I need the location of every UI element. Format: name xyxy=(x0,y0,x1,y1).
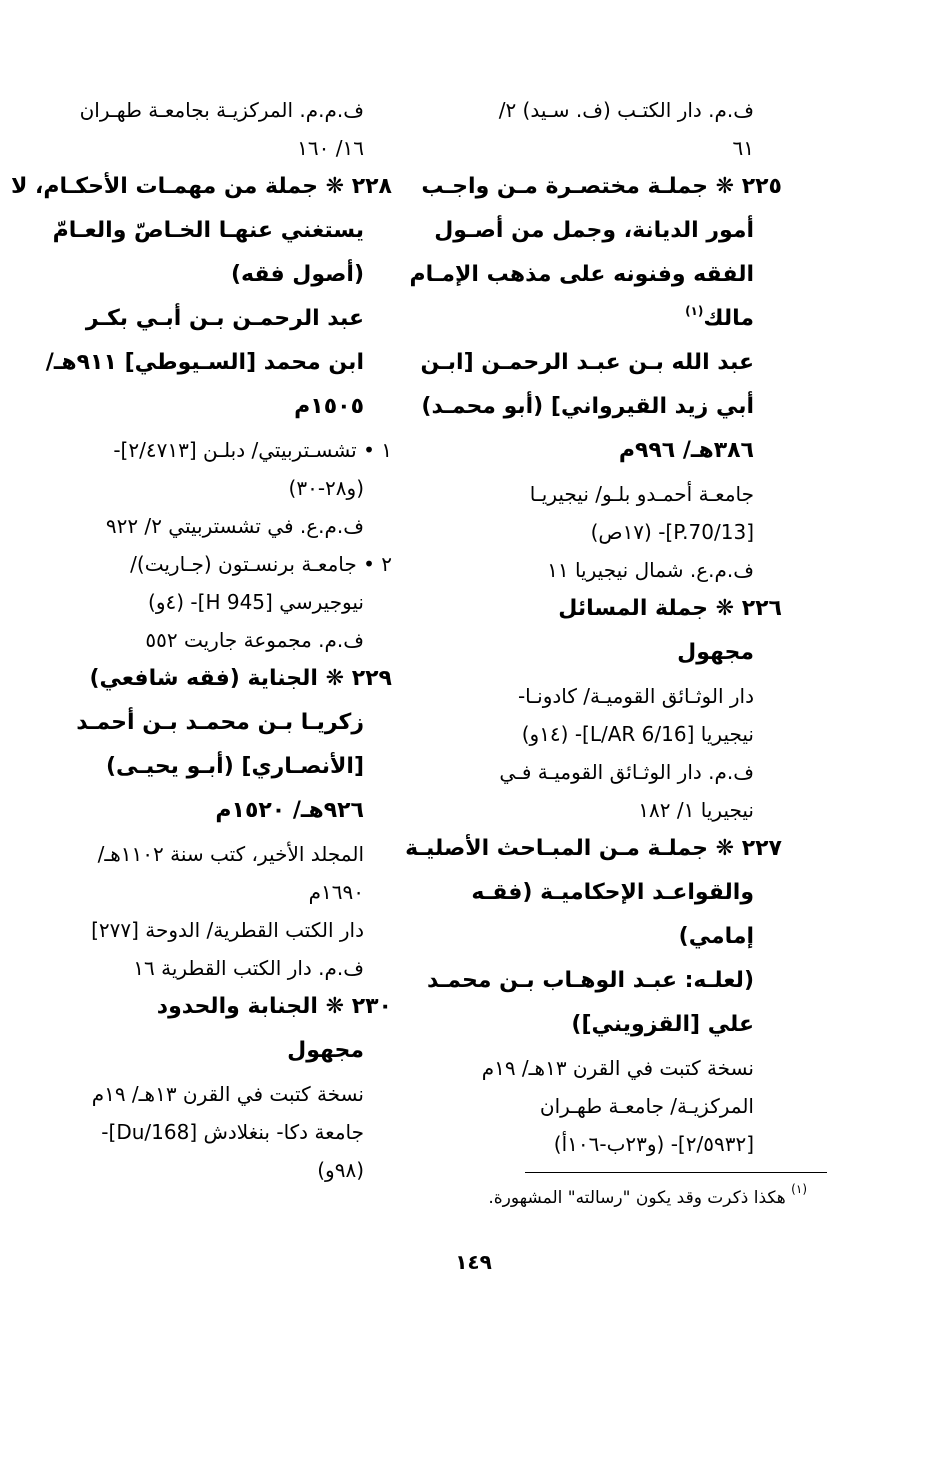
text-line xyxy=(447,882,782,926)
text-line xyxy=(405,836,782,882)
line-text: ٢٣٠ ❋ الجنابة والحدود xyxy=(156,994,392,1019)
line-text: مجهول xyxy=(287,1038,364,1063)
text-line xyxy=(57,756,392,800)
text-line xyxy=(447,560,782,598)
text-line xyxy=(447,304,782,352)
text-line xyxy=(447,686,782,724)
line-text: يستغني عنهـا الخـاصّ والعـامّ xyxy=(52,218,364,243)
line-text: ٢٢٧ ❋ جملـة مـن المبـاحث الأصليـة xyxy=(405,836,782,861)
text-line xyxy=(447,138,782,176)
line-text: ف.م.ع. شمال نيجيريا ١١ xyxy=(547,558,754,582)
line-text: ف.م. مجموعة جاريت ٥٥٢ xyxy=(145,628,364,652)
text-line xyxy=(421,394,782,440)
text-line xyxy=(57,1122,392,1160)
line-text: مالك xyxy=(703,306,754,331)
line-text: ابن محمد [السـيوطي] ٩١١هـ/ xyxy=(45,350,364,375)
text-line xyxy=(57,138,392,176)
text-line xyxy=(409,262,782,308)
footnote xyxy=(488,1182,807,1208)
line-text: والقواعـد الإحكاميـة (فقـه xyxy=(471,880,754,905)
line-text: عبد الله بـن عبـد الرحمـن [ابـن xyxy=(420,350,754,375)
text-line xyxy=(45,350,392,396)
line-text: زكريـا بـن محمـد بـن أحمـد xyxy=(76,710,364,735)
text-line xyxy=(57,100,392,138)
line-text: [الأنصـاري] (أبـو يحيـى) xyxy=(106,754,364,779)
line-text: ٢ • جامعـة برنسـتون (جـاريت)/ xyxy=(130,552,392,576)
text-line xyxy=(421,174,782,220)
text-line xyxy=(57,844,392,882)
line-text: نسخة كتبت في القرن ١٣هـ/ ١٩م xyxy=(481,1056,754,1080)
line-text: الفقه وفنونه على مذهب الإمـام xyxy=(409,262,754,287)
text-line xyxy=(447,484,782,522)
text-line xyxy=(447,522,782,560)
text-line xyxy=(447,1058,782,1096)
line-text: ف.م. دار الكتب القطرية ١٦ xyxy=(133,956,364,980)
line-text: أبي زيد القيرواني] (أبو محمـد) xyxy=(421,394,754,419)
line-text: أمور الديانة، وجمل من أصـول xyxy=(434,218,754,243)
line-text: ١٦٩٠م xyxy=(308,880,364,904)
line-text: ٩٢٦هـ/ ١٥٢٠م xyxy=(215,798,364,823)
text-line xyxy=(57,630,392,668)
text-line xyxy=(57,440,392,478)
line-text: ٣٨٦هـ/ ٩٩٦م xyxy=(618,438,754,463)
text-line xyxy=(57,668,392,712)
line-text: [٢/٥٩٣٢]- (و٢٣ب-١٠٦أ) xyxy=(553,1132,754,1156)
line-text: ٢٢٨ ❋ جملة من مهمـات الأحكـام، لا xyxy=(10,174,392,199)
text-line xyxy=(57,1160,392,1198)
right-column xyxy=(405,98,782,1172)
line-text: (لعلـه: عبـد الوهـاب بـن محمـد xyxy=(426,968,754,993)
line-text: ٢٢٩ ❋ الجناية (فقه شافعي) xyxy=(89,666,392,691)
footnote-reference: (١) xyxy=(685,304,704,318)
text-line xyxy=(447,724,782,762)
text-line xyxy=(52,218,392,264)
line-text: ٢٢٥ ❋ جملـة مختصـرة مـن واجـب xyxy=(421,174,782,199)
text-line xyxy=(57,478,392,516)
text-line xyxy=(57,800,392,844)
line-text: ف.م. دار الوثـائق القوميـة فـي xyxy=(499,760,754,784)
text-line xyxy=(57,958,392,996)
text-line xyxy=(447,1096,782,1134)
line-text: مجهول xyxy=(677,640,754,665)
text-line xyxy=(57,554,392,592)
line-text: ف.م. دار الكتـب (ف. سـيد) ٢/ xyxy=(498,98,754,122)
line-text: ٦١ xyxy=(732,136,754,160)
line-text: نيجيريا ١/ ١٨٢ xyxy=(638,798,754,822)
text-line xyxy=(426,968,782,1014)
text-line xyxy=(447,598,782,642)
line-text: علي [القزويني]) xyxy=(571,1012,754,1037)
text-line xyxy=(447,100,782,138)
text-line xyxy=(447,642,782,686)
text-line xyxy=(447,926,782,970)
line-text: عبد الرحمـن بـن أبـي بكـر xyxy=(85,306,364,331)
left-column xyxy=(10,98,392,1198)
text-line xyxy=(57,264,392,308)
text-line xyxy=(57,996,392,1040)
text-line xyxy=(447,762,782,800)
footnote-marker: (١) xyxy=(791,1182,807,1196)
line-text: نيجيريا [L/AR 6/16]- (١٤و) xyxy=(521,722,754,746)
text-line xyxy=(57,712,392,756)
page-number: ١٤٩ xyxy=(455,1250,492,1274)
line-text: ١٥٠٥م xyxy=(294,394,364,419)
text-line xyxy=(57,920,392,958)
line-text: ف.م.ع. في تشستربيتي ٢/ ٩٢٢ xyxy=(105,514,364,538)
text-line xyxy=(447,1014,782,1058)
line-text: دار الوثـائق القوميـة/ كادونـا- xyxy=(517,684,754,708)
text-line xyxy=(434,218,782,264)
line-text: ١٦/ ١٦٠ xyxy=(297,136,364,160)
text-line xyxy=(57,592,392,630)
text-line xyxy=(447,800,782,838)
text-line xyxy=(420,350,782,396)
line-text: المجلد الأخير، كتب سنة ١١٠٢هـ/ xyxy=(97,842,364,866)
line-text: دار الكتب القطرية/ الدوحة [٢٧٧] xyxy=(91,918,364,942)
line-text: (و٢٨-٣٠) xyxy=(288,476,364,500)
line-text: جامعة دكا- بنغلادش [Du/168]- xyxy=(101,1120,364,1144)
footnote-text: هكذا ذكرت وقد يكون "رسالته" المشهورة. xyxy=(488,1188,786,1208)
line-text: (٩٨و) xyxy=(317,1158,364,1182)
text-line xyxy=(10,174,392,220)
footnote-separator xyxy=(525,1172,827,1173)
line-text: [P.70/13]- (١٧ص) xyxy=(590,520,754,544)
line-text: (أصول فقه) xyxy=(230,262,364,287)
line-text: جامعـة أحمـدو بلـو/ نيجيريـا xyxy=(529,482,754,506)
line-text: نسخة كتبت في القرن ١٣هـ/ ١٩م xyxy=(91,1082,364,1106)
text-line xyxy=(57,1084,392,1122)
text-line xyxy=(57,882,392,920)
line-text: ف.م.م. المركزيـة بجامعـة طهـران xyxy=(79,98,364,122)
text-line xyxy=(447,440,782,484)
line-text: ١ • تشسـتربيتي/ دبلـن [٢/٤٧١٣]- xyxy=(113,438,392,462)
line-text: ٢٢٦ ❋ جملة المسائل xyxy=(558,596,782,621)
text-line xyxy=(57,396,392,440)
text-line xyxy=(57,1040,392,1084)
line-text: المركزيـة/ جامعـة طهـران xyxy=(539,1094,754,1118)
line-text: إمامي) xyxy=(678,924,754,949)
text-line xyxy=(57,516,392,554)
text-line xyxy=(57,308,392,352)
line-text: نيوجيرسي [945 H]- (٤و) xyxy=(148,590,364,614)
text-line xyxy=(447,1134,782,1172)
